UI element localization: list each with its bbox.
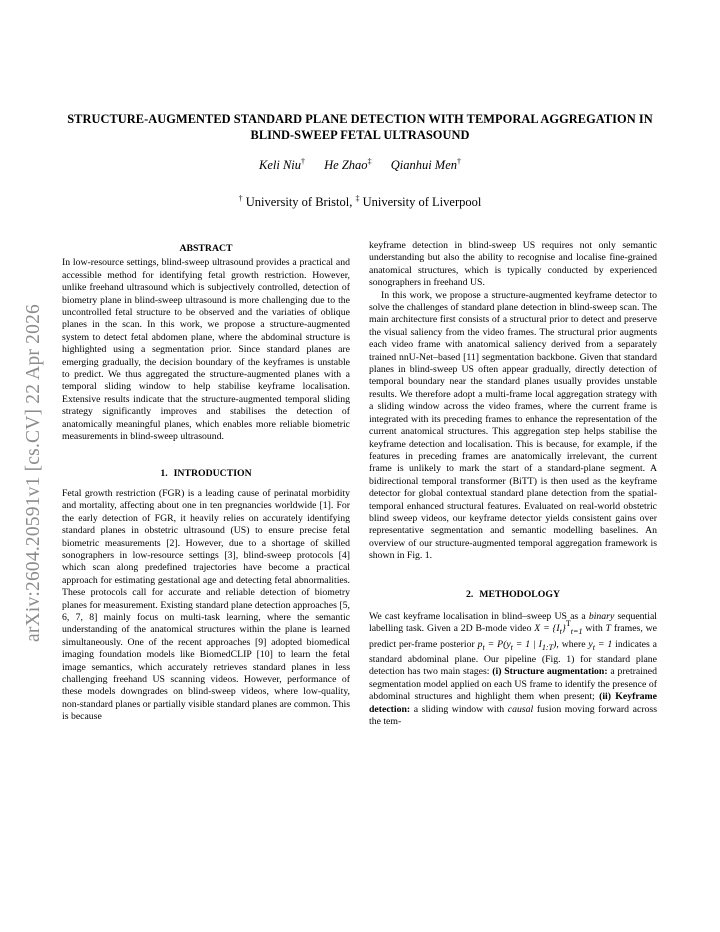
- affiliations: † University of Bristol, ‡ University of Liverpool: [238, 194, 482, 209]
- affiliation-bristol: University of Bristol,: [245, 195, 353, 209]
- intro-heading: 1. INTRODUCTION: [160, 467, 252, 479]
- author: He Zhao‡: [324, 157, 372, 172]
- abstract-text: In low-resource settings, blind-sweep ultrasound provides a practical and accessible method for identifying fetal growth restriction. However, unlike freehand ultrasound which is subjectively controlled, detection of biometry plane in blind-sweep ultrasound is more challenging due to the uncontrolled fetal structure to be observed and the variaties of oblique planes in the scan. In this work, we propose a structure-augmented system to detect fetal abdomen plane, where the abdominal structure is highlighted using a segmentation prior. Since standard planes are emerging gradually, the decision boundary of the keyframes is unstable to predict. We thus aggregated the structure-augmented planes with a temporal sliding window to help stabilise keyframe localisation. Extensive results indicate that the structure-augmented temporal sliding strategy significantly improves and stabilises the detection of anatomically meaningful planes, which enables more reliable biometric measurements in blind-sweep ultrasound.: [62, 257, 350, 443]
- math-posterior: $p_t = P(y_t = 1$ | $I_{1:T}$): [477, 638, 557, 652]
- abstract-heading: ABSTRACT: [179, 243, 233, 254]
- author-list: [60, 158, 660, 173]
- intro-text: Fetal growth restriction (FGR) is a leading cause of perinatal morbidity and mortality, affecting about one in ten pregnancies worldwide [1]. For the early detection of FGR, it heavily relies on accurately identifying standard planes in obstetric ultrasound (US) to ensure precise fetal biometric measurements [2]. However, due to a shortage of skilled sonographers in low-resource settings [3], blind-sweep protocols [4] which scan along predefined trajectories have become a practical approach for estimating gestational age and detecting fetal abnormalities. These protocols call for accurate and reliable detection of biometry planes for measurement. Existing standard plane detection approaches [5, 6, 7, 8] mainly focus on multi-task learning, where the semantic understanding of the anatomical structures within the plane is learned simultaneously. One of the recent approaches [9] adopted biomedical imaging foundation models like BiomedCLIP [10] to learn the fetal image semantics, which accurately retrieves standard planes in less challenging freehand US scanning videos. However, performance of these models downgrades on blind-sweep videos, where low-quality, non-standard planes or partially visible standard planes are common. This is because: [62, 487, 350, 723]
- arxiv-watermark: [22, 258, 46, 688]
- paper-title: STRUCTURE-AUGMENTED STANDARD PLANE DETECTION WITH TEMPORAL AGGREGATION IN BLIND-SWEEP FETAL ULTRASOUND: [67, 112, 653, 142]
- intro-continued-text: keyframe detection in blind-sweep US requires not only semantic understanding but also the ability to recognise and localise fine-grained anatomical structures, which is typically conducted by experienced sonographers in freehand US.: [369, 240, 657, 289]
- author: Qianhui Men†: [390, 157, 461, 172]
- affiliation-liverpool: University of Liverpool: [362, 195, 482, 209]
- author: Keli Niu†: [259, 157, 306, 172]
- arxiv-id: arXiv:2604.20591v1 [cs.CV] 22 Apr 2026: [23, 304, 44, 642]
- math-label: $y_t = 1$: [588, 638, 613, 652]
- right-column: [369, 240, 657, 729]
- left-column: [62, 240, 350, 724]
- methodology-text: We cast keyframe localisation in blind–sweep US as a binary sequential labelling task. Given a 2D B-mode video $X = \{I_t\}^T_{t=1}$ with T frames, we predict per-frame posterior $p_t = P(y_t = 1$ | $I_{1:T}$), where $y_t = 1$ indicates a standard abdominal plane. Our pipeline (Fig. 1) for standard plane detection has two main stages: (i) Structure augmentation: a pretrained segmentation model applied on each US frame to identify the presence of abdominal structures and highlight them when present; (ii) Keyframe detection: a sliding window with causal fusion moving forward across the tem-: [369, 610, 658, 728]
- math-video-set: $X = \{I_t\}^T_{t=1}$: [534, 619, 583, 637]
- methodology-heading: 2. METHODOLOGY: [465, 588, 561, 600]
- intro-contribution-text: In this work, we propose a structure-augmented keyframe detector to solve the challenges of standard plane detection in blind-sweep scan. The main architecture first consists of a structural prior to detect and preserve the visual saliency from the video frames. The structural prior augments each video frame with anatomical saliency derived from a separately trained nnU-Net–based [11] segmentation backbone. Given that standard planes in blind-sweep US often appear gradually, directly detection of temporal boundary near the standard planes usually provides unstable results. We therefore adopt a multi-frame local aggregation strategy with a sliding window across the video frames, where the current frame is integrated with its preceding frames to enhance the representation of the current anatomical structures. This aggregation step helps stabilise the keyframe detection and localisation. This is because, for example, if the features in preceding frames are anatomically irrelevant, the current frame is unlikely to mark the start of a standard-plane segment. A bidirectional temporal transformer (BiTT) is then used as the keyframe detector for global contextual standard plane detection from the spatial-temporal enhanced structural features. Evaluated on real-world obstetric blind sweep videos, our keyframe detector yields consistent gains over representative segmentation and semantic modelling baselines. An overview of our structure-augmented temporal aggregation framework is shown in Fig. 1.: [369, 289, 657, 562]
